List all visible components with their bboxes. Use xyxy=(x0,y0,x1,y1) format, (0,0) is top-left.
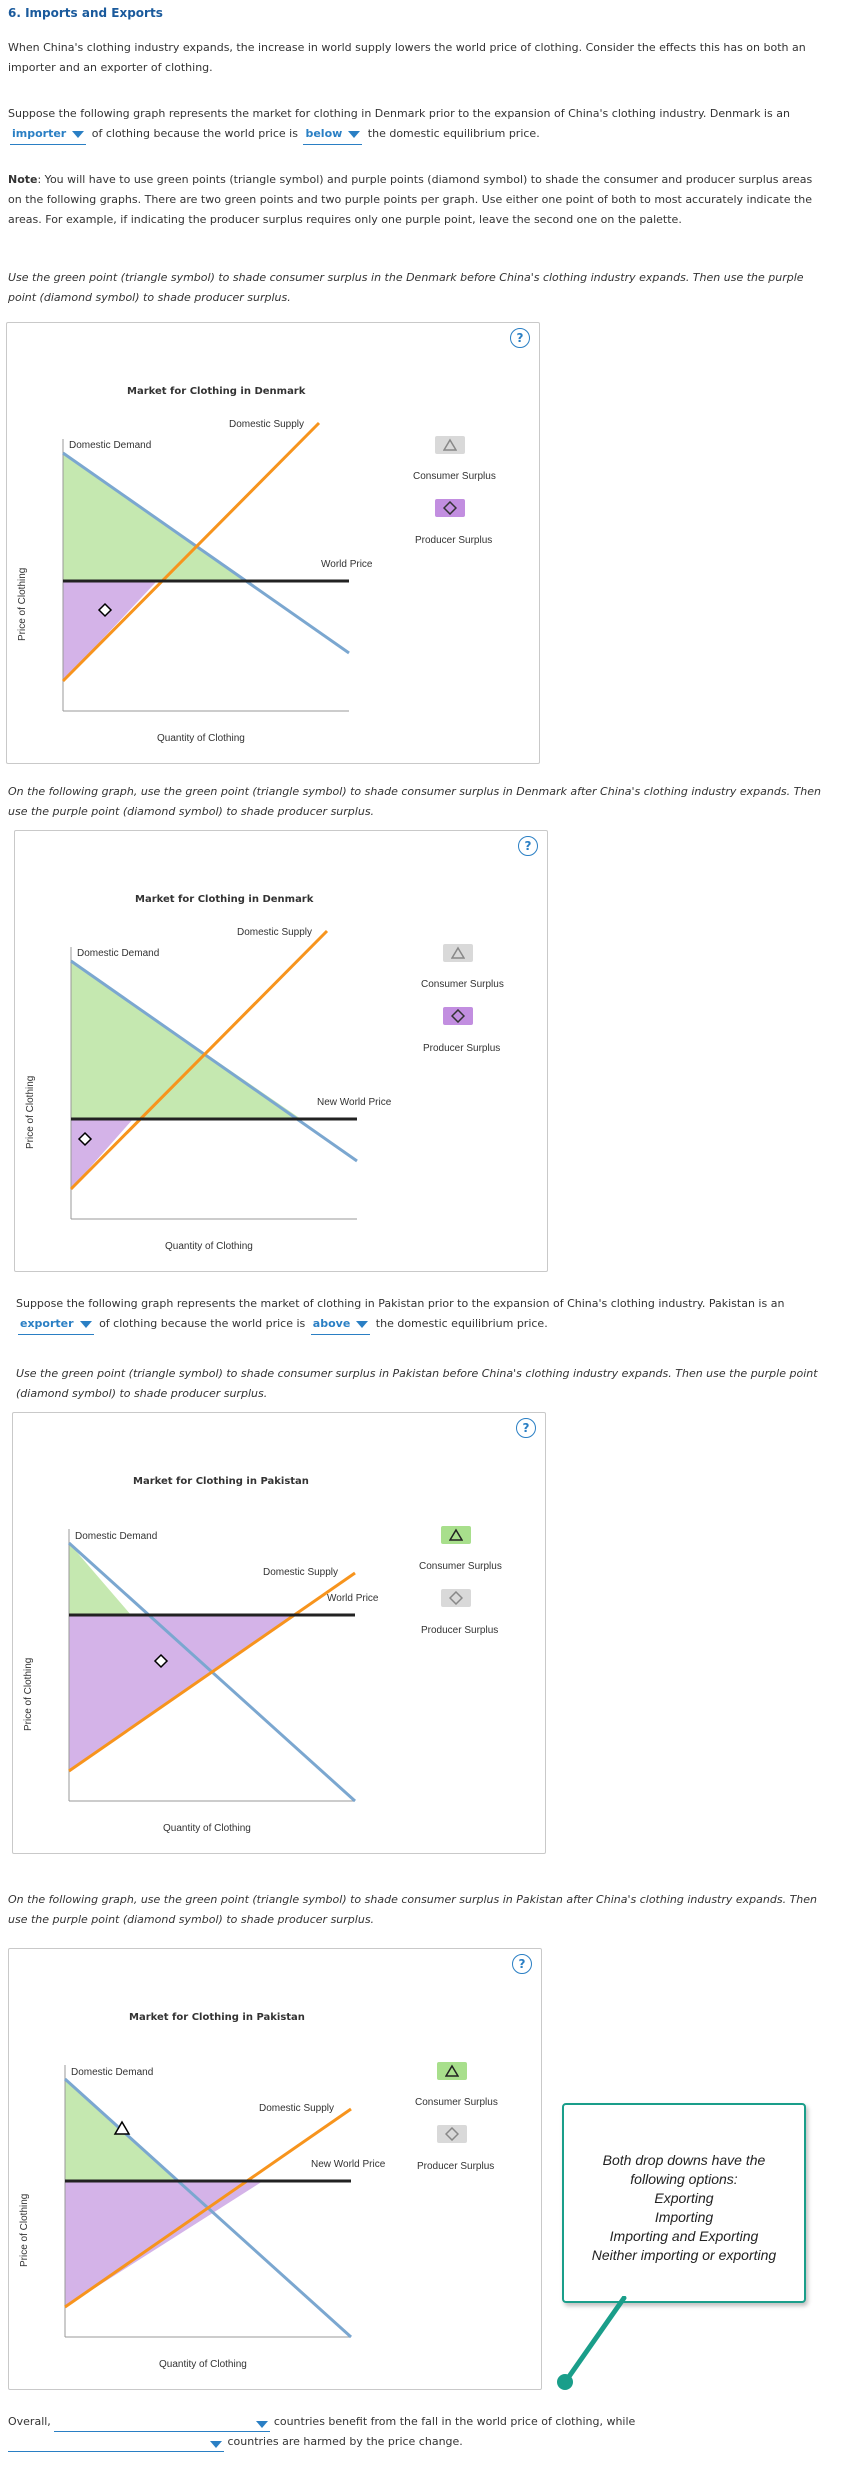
callout-line: Both drop downs have the xyxy=(602,2152,766,2168)
section-title: 6. Imports and Exports xyxy=(8,6,163,20)
pakistan-question: Suppose the following graph represents the market of clothing in Pakistan prior to the expansion of China's clothing industry. Pakistan is an exporter of clothing because the world price is above the domestic equilibrium price. xyxy=(16,1294,826,1335)
chart-title: Market for Clothing in Pakistan xyxy=(133,1476,309,1487)
demand-label: Domestic Demand xyxy=(71,2067,154,2078)
chevron-down-icon xyxy=(356,1321,368,1328)
diamond-palette-point[interactable] xyxy=(441,1589,471,1607)
chevron-down-icon xyxy=(72,131,84,138)
consumer-surplus-label: Consumer Surplus xyxy=(421,979,504,990)
y-axis-label: Price of Clothing xyxy=(19,2193,30,2267)
triangle-icon xyxy=(445,2064,459,2078)
help-icon[interactable]: ? xyxy=(512,1954,532,1974)
chart-title: Market for Clothing in Pakistan xyxy=(129,2012,305,2023)
price-label: World Price xyxy=(321,559,373,570)
chart-title: Market for Clothing in Denmark xyxy=(135,894,314,905)
diamond-palette-point[interactable] xyxy=(437,2125,467,2143)
triangle-icon xyxy=(443,438,457,452)
instruction-2: On the following graph, use the green point (triangle symbol) to shade consumer surplus in Denmark after China's clothing industry expands. Then use the purple point (diamond symbol) to shade producer surplus. xyxy=(8,785,822,818)
harmed-dropdown[interactable] xyxy=(8,2437,224,2452)
callout-option: Importing xyxy=(654,2209,714,2225)
intro-paragraph: When China's clothing industry expands, the increase in world supply lowers the world price of clothing. Consider the effects this has on both an importer and an exporter of clothing. xyxy=(8,41,806,74)
producer-surplus-label: Producer Surplus xyxy=(417,2161,495,2172)
triangle-icon xyxy=(451,946,465,960)
graph-panel-2 xyxy=(14,830,548,1272)
producer-surplus-label: Producer Surplus xyxy=(423,1043,501,1054)
callout-option: Importing and Exporting xyxy=(609,2228,759,2244)
price-label: New World Price xyxy=(311,2159,386,2170)
x-axis-label: Quantity of Clothing xyxy=(159,2359,247,2370)
chevron-down-icon xyxy=(80,1321,92,1328)
y-axis-label: Price of Clothing xyxy=(17,567,28,641)
callout-option: Neither importing or exporting xyxy=(591,2247,777,2263)
denmark-question: Suppose the following graph represents the market for clothing in Denmark prior to the expansion of China's clothing industry. Denmark is an importer of clothing because the world price is below the domestic equilibrium price. xyxy=(8,104,828,145)
note-paragraph: Note: You will have to use green points (triangle symbol) and purple points (diamond symbol) to shade the consumer and producer surplus areas on the following graphs. There are two green points and two purple points per graph. Use either one point of both to most accurately indicate the areas. For example, if indicating the producer surplus requires only one purple point, leave the second one on the palette. xyxy=(8,173,813,226)
chevron-down-icon xyxy=(210,2441,222,2448)
diamond-palette-point[interactable] xyxy=(435,499,465,517)
x-axis-label: Quantity of Clothing xyxy=(165,1241,253,1252)
triangle-palette-point[interactable] xyxy=(441,1526,471,1544)
graph-panel-4 xyxy=(8,1948,542,2390)
demand-label: Domestic Demand xyxy=(75,1531,158,1542)
supply-label: Domestic Supply xyxy=(229,419,305,430)
demand-label: Domestic Demand xyxy=(69,440,152,451)
final-question: Overall, countries benefit from the fall in the world price of clothing, while countries are harmed by the price change. xyxy=(8,2412,828,2452)
y-axis-label: Price of Clothing xyxy=(25,1075,36,1149)
producer-surplus-label: Producer Surplus xyxy=(421,1625,499,1636)
price-label: New World Price xyxy=(317,1097,392,1108)
x-axis-label: Quantity of Clothing xyxy=(157,733,245,744)
callout-arrow xyxy=(550,2296,630,2396)
pakistan-price-dropdown[interactable]: above xyxy=(311,1314,371,1335)
consumer-surplus-label: Consumer Surplus xyxy=(419,1561,502,1572)
graph-panel-3 xyxy=(12,1412,546,1854)
price-label: World Price xyxy=(327,1593,379,1604)
producer-surplus-label: Producer Surplus xyxy=(415,535,493,546)
triangle-icon xyxy=(449,1528,463,1542)
diamond-icon xyxy=(449,1591,463,1605)
x-axis-label: Quantity of Clothing xyxy=(163,1823,251,1834)
consumer-surplus-label: Consumer Surplus xyxy=(413,471,496,482)
options-callout xyxy=(562,2103,806,2303)
triangle-palette-point[interactable] xyxy=(437,2062,467,2080)
chevron-down-icon xyxy=(256,2421,268,2428)
graph-panel-1 xyxy=(6,322,540,764)
denmark-price-dropdown[interactable]: below xyxy=(303,124,362,145)
pakistan-role-dropdown[interactable]: exporter xyxy=(18,1314,94,1335)
demand-label: Domestic Demand xyxy=(77,948,160,959)
diamond-icon xyxy=(451,1009,465,1023)
instruction-4: On the following graph, use the green point (triangle symbol) to shade consumer surplus in Pakistan after China's clothing industry expands. Then use the purple point (diamond symbol) to shade producer surplus. xyxy=(8,1893,817,1926)
help-icon[interactable]: ? xyxy=(510,328,530,348)
chevron-down-icon xyxy=(348,131,360,138)
consumer-surplus-area xyxy=(69,1543,131,1615)
benefit-dropdown[interactable] xyxy=(54,2417,270,2432)
triangle-palette-point[interactable] xyxy=(443,944,473,962)
diamond-palette-point[interactable] xyxy=(443,1007,473,1025)
supply-label: Domestic Supply xyxy=(237,927,313,938)
chart-title: Market for Clothing in Denmark xyxy=(127,386,306,397)
diamond-icon xyxy=(443,501,457,515)
y-axis-label: Price of Clothing xyxy=(23,1657,34,1731)
supply-label: Domestic Supply xyxy=(259,2103,335,2114)
diamond-icon xyxy=(445,2127,459,2141)
consumer-surplus-label: Consumer Surplus xyxy=(415,2097,498,2108)
instruction-1: Use the green point (triangle symbol) to shade consumer surplus in the Denmark before China's clothing industry expands. Then use the purple point (diamond symbol) to shade producer surplus. xyxy=(8,271,804,304)
callout-option: Exporting xyxy=(654,2190,714,2206)
help-icon[interactable]: ? xyxy=(516,1418,536,1438)
help-icon[interactable]: ? xyxy=(518,836,538,856)
denmark-role-dropdown[interactable]: importer xyxy=(10,124,86,145)
instruction-3: Use the green point (triangle symbol) to shade consumer surplus in Pakistan before China's clothing industry expands. Then use the purple point (diamond symbol) to shade producer surplus. xyxy=(16,1367,818,1400)
triangle-palette-point[interactable] xyxy=(435,436,465,454)
callout-line: following options: xyxy=(630,2171,738,2187)
supply-label: Domestic Supply xyxy=(263,1567,339,1578)
